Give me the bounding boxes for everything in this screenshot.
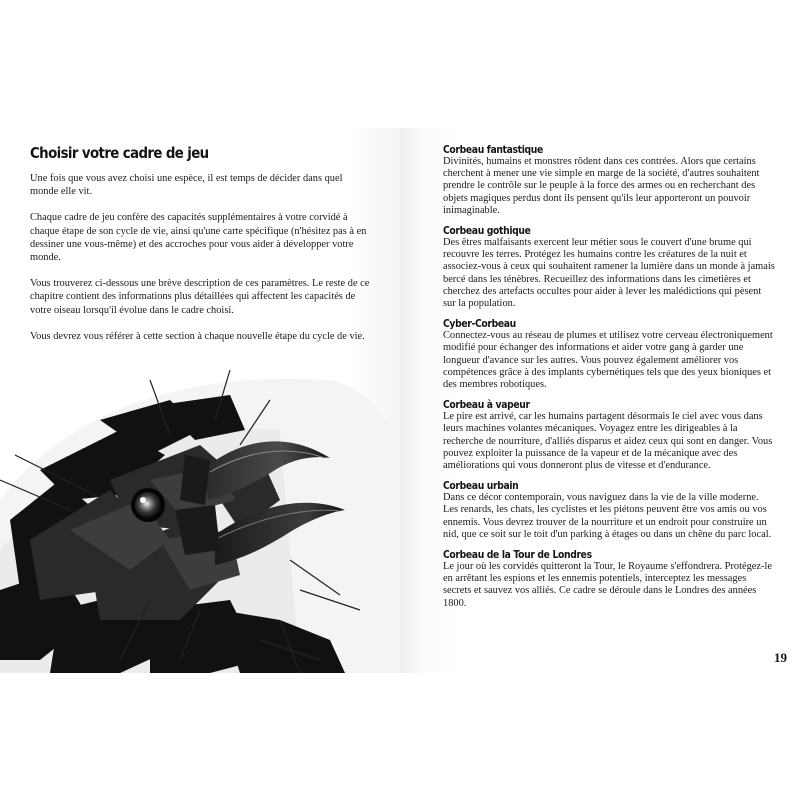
intro-paragraph: Vous devrez vous référer à cette section à chaque nouvelle étape du cycle de vie. — [30, 330, 365, 342]
setting-heading: Corbeau de la Tour de Londres — [443, 549, 592, 562]
setting-description: Le pire est arrivé, car les humains partagent désormais le ciel avec vous dans leurs machines volantes mécaniques. Voyagez entre les dirigeables à la recherche de nourriture, d'alliés disparus et aidez ceux qui sont en danger. Vous pouvez exploiter la puissance de la vapeur et de la mécanique avec des améliorations qui vous donneront plus de vitesse et d'endurance. — [443, 411, 773, 472]
setting-description: Le jour où les corvidés quitteront la Tour, le Royaume s'effondrera. Protégez-le en arrêtant les espions et les ennemis potentiels, interceptez les messages secrets et sauvez vos alliés. Ce cadre se déroule dans le Londres des années 1800. — [443, 561, 772, 609]
intro-paragraph: Chaque cadre de jeu confère des capacités supplémentaires à votre corvidé à chaque étape de son cycle de vie, ainsi qu'une carte spécifique (n'hésitez pas à en dessiner une vous-même) et des accroches pour vous aider à développer votre monde. — [30, 212, 367, 264]
raven-illustration — [0, 360, 400, 673]
page-number: 19 — [774, 650, 787, 665]
setting-heading: Corbeau urbain — [443, 480, 519, 493]
setting-description: Dans ce décor contemporain, vous naviguez dans la vie de la ville moderne. Les renards, les chats, les cyclistes et les piétons peuvent être vos amis ou vos ennemis. Vous devrez trouver de la nourriture et un endroit pour construire un nid, que ce soit sur le toit d'un parking à étages ou dans un chêne du parc local. — [443, 492, 772, 540]
setting-section — [443, 144, 776, 217]
intro-paragraph: Vous trouverez ci-dessous une brève description de ces paramètres. Le reste de ce chapitre contient des informations plus détaillées qui affectent les capacités de votre oiseau lorsqu'il évolue dans le cadre choisi. — [30, 278, 370, 316]
setting-heading: Corbeau fantastique — [443, 144, 543, 156]
settings-list — [443, 144, 776, 618]
setting-description: Des êtres malfaisants exercent leur métier sous le couvert d'une brume qui recouvre les terres. Protégez les humains contre les créatures de la nuit et associez-vous à ceux qui souhaitent ramener la lumière dans un monde à jamais bercé dans les ténèbres. Recueillez des informations dans les cimetières et cherchez des artefacts occultes pour aider à lever les malédictions qui pèsent sur la population. — [443, 237, 775, 310]
intro-paragraph: Une fois que vous avez choisi une espèce, il est temps de décider dans quel monde elle vit. — [30, 173, 343, 198]
setting-section — [443, 225, 776, 310]
setting-heading: Cyber-Corbeau — [443, 318, 516, 331]
setting-heading: Corbeau à vapeur — [443, 399, 530, 412]
setting-section — [443, 480, 776, 541]
setting-description: Connectez-vous au réseau de plumes et utilisez votre cerveau électroniquement modifié pour échanger des informations et aider votre gang à garder une longueur d'avance sur les autres. Vous pouvez également améliorer vos compétences grâce à des implants cybernétiques tels que des yeux bioniques et des membres robotiques. — [443, 330, 773, 391]
left-page — [0, 128, 400, 673]
setting-heading: Corbeau gothique — [443, 225, 531, 238]
book-spread — [0, 128, 800, 673]
page-title: Choisir votre cadre de jeu — [30, 144, 209, 162]
setting-section — [443, 318, 776, 391]
setting-description: Divinités, humains et monstres rôdent dans ces contrées. Alors que certains cherchent à mener une vie simple en marge de la société, d'autres souhaitent prendre le contrôle sur le peuple à la force des armes ou en recherchant des objets magiques perdus dont ils pensent qu'ils leur apporteront un pouvoir inimaginable. — [443, 156, 760, 216]
intro-text — [30, 172, 370, 356]
setting-section — [443, 549, 776, 610]
setting-section — [443, 399, 776, 472]
